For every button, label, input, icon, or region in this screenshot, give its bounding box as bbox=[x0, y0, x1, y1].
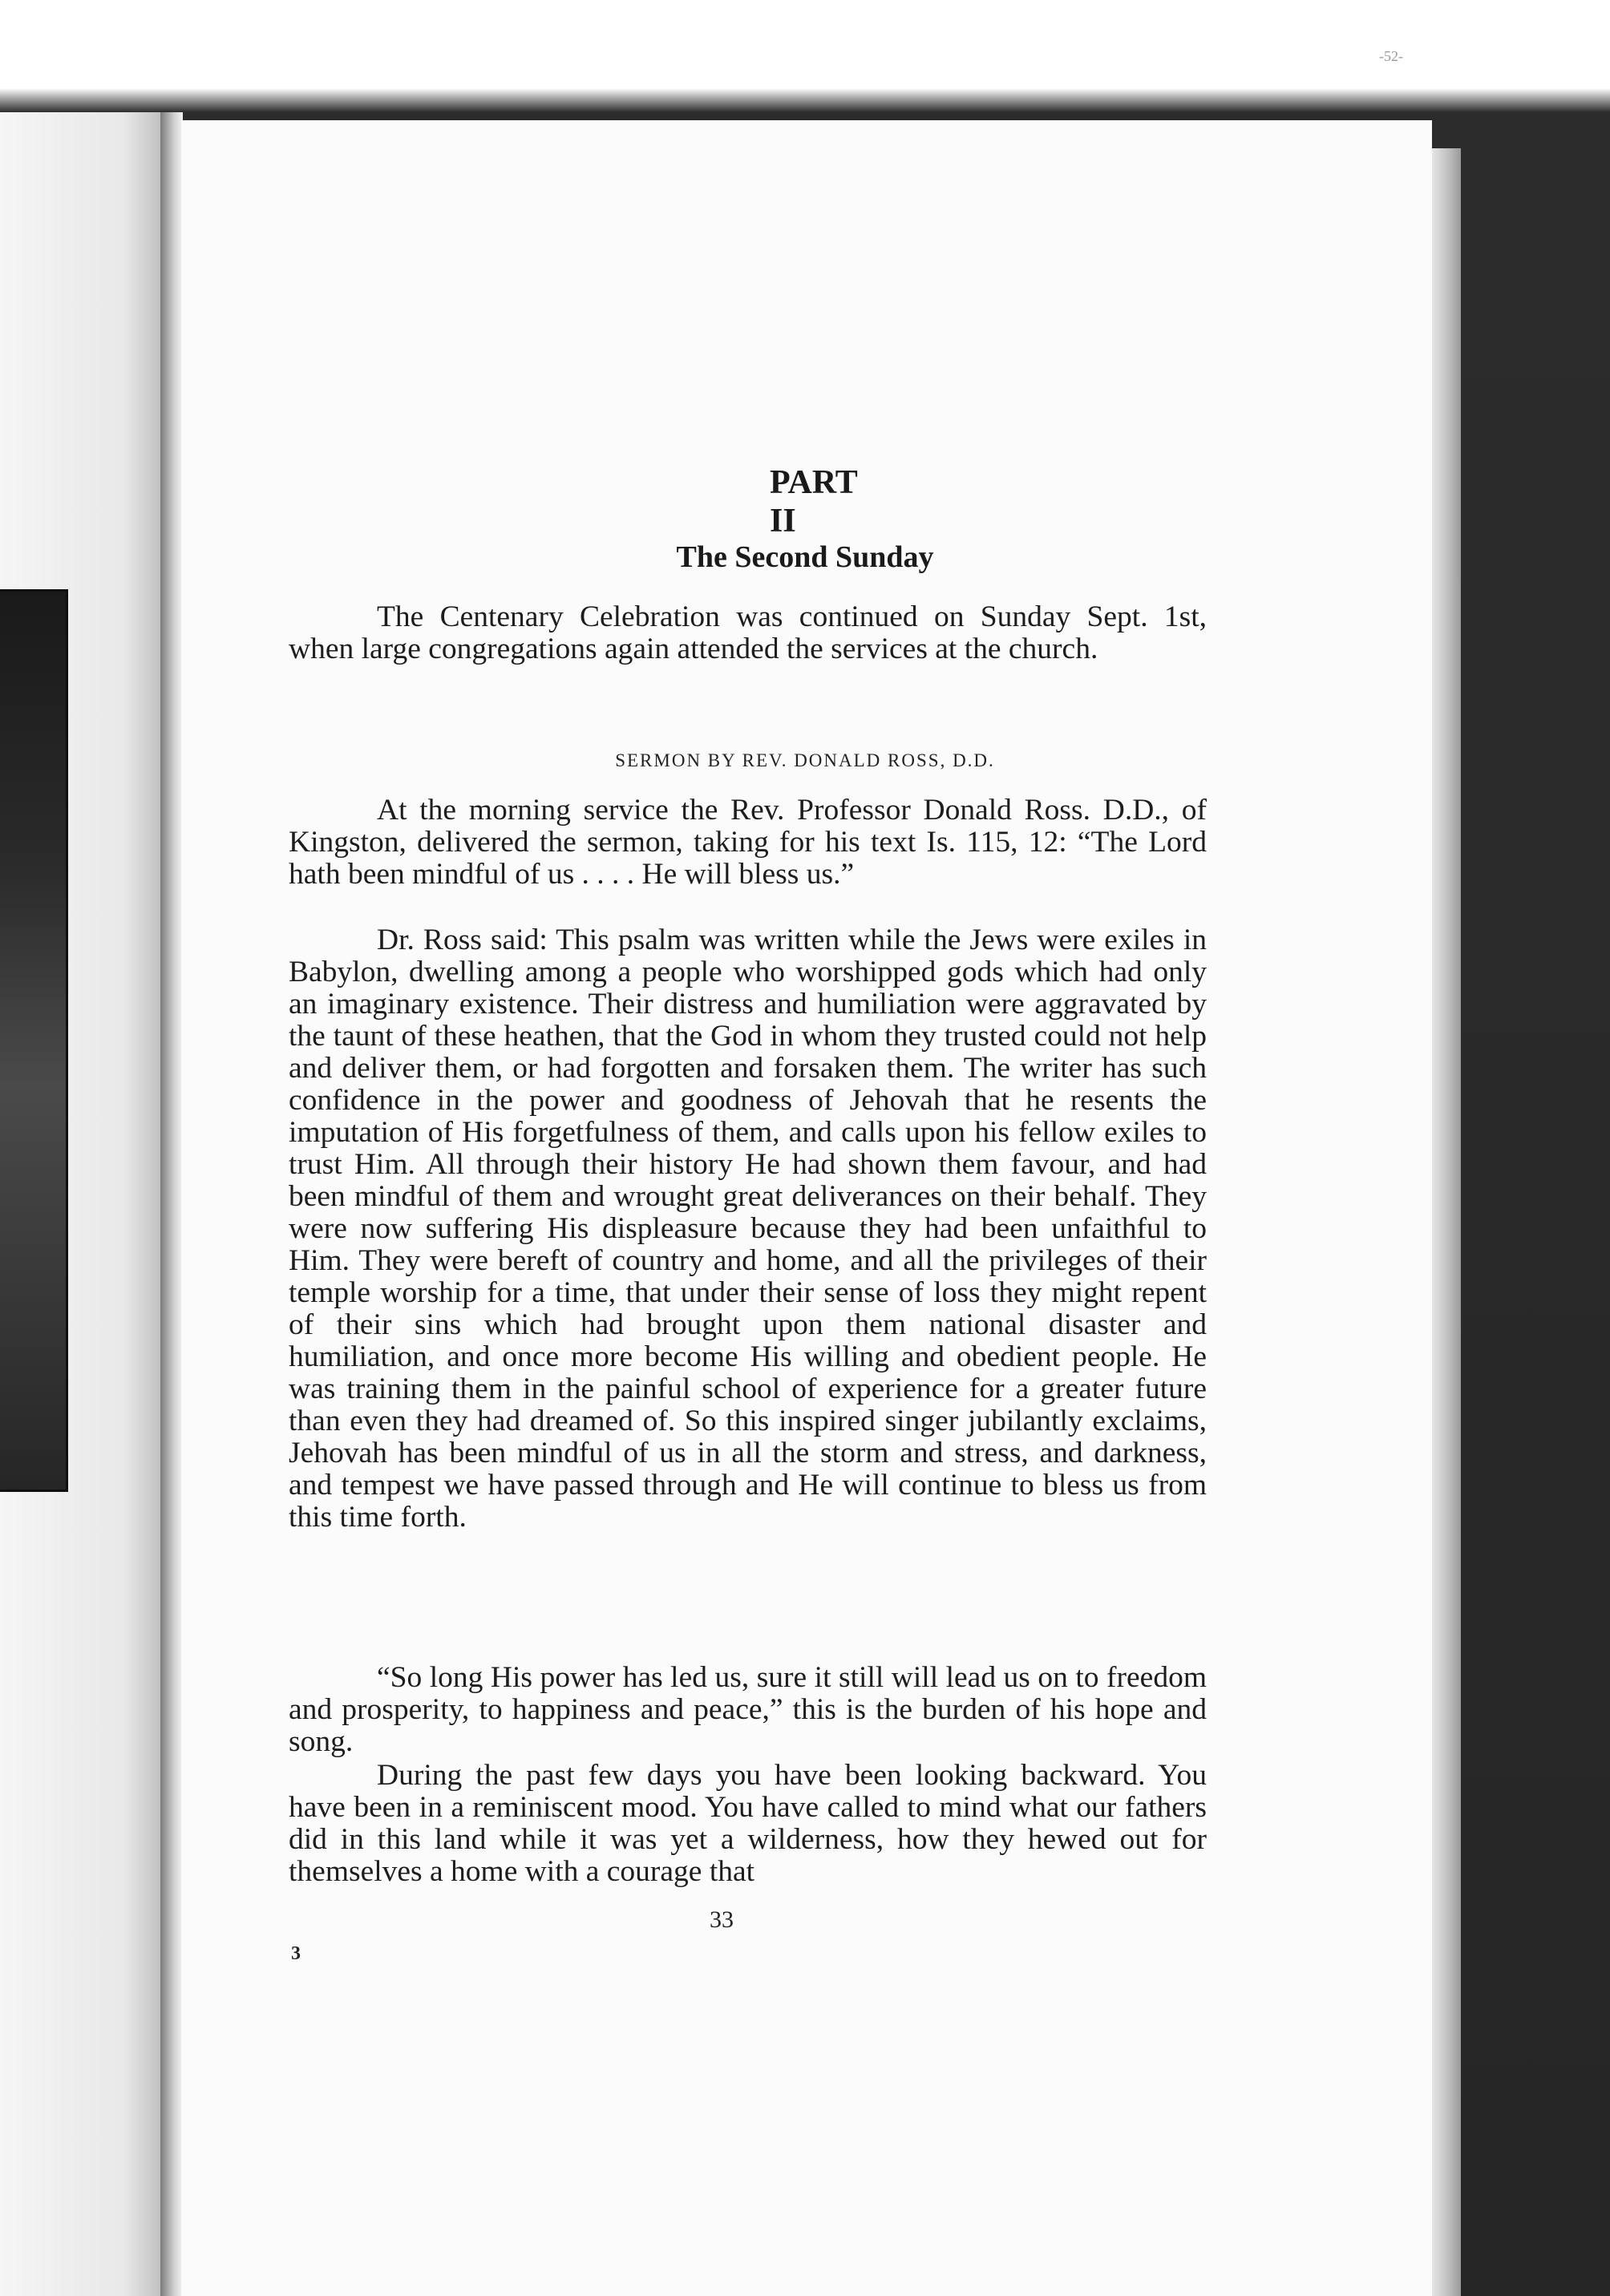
body-paragraph: During the past few days you have been looking backward. You have been in a reminiscent mood. You have called to mind what our fathers did in this land while it was yet a wilderness, how they hewed out for themselves a home with a courage that bbox=[289, 1759, 1207, 1888]
facing-page-photograph bbox=[0, 589, 68, 1492]
sermon-heading: SERMON BY REV. DONALD ROSS, D.D. bbox=[615, 750, 995, 770]
body-paragraph: “So long His power has led us, sure it still will lead us on to freedom and prosperity, to happiness and peace,” this is the burden of his hope and song. bbox=[289, 1661, 1207, 1758]
section-title: The Second Sunday bbox=[676, 540, 934, 574]
body-paragraph: Dr. Ross said: This psalm was written while the Jews were exiles in Babylon, dwelling among a people who worshipped gods which had only an imaginary existence. Their distress and humiliation were aggravated by the taunt of these heathen, that the God in whom they trusted could not help and deliver them, or had forgotten and forsaken them. The writer has such confidence in the power and goodness of Jehovah that he resents the imputation of His forgetfulness of them, and calls upon his fellow exiles to trust Him. All through their history He had shown them favour, and had been mindful of them and wrought great deliverances on their behalf. They were now suffering His displeasure because they had been unfaithful to Him. They were bereft of country and home, and all the privileges of their temple worship for a time, that under their sense of loss they might repent of their sins which had brought upon them national disaster and humiliation, and once more become His willing and obedient people. He was training them in the painful school of experience for a greater future than even they had dreamed of. So this inspired singer jubilantly exclaims, Jehovah has been mindful of us in all the storm and stress, and darkness, and tempest we have passed through and He will continue to bless us from this time forth. bbox=[289, 924, 1207, 1534]
intro-paragraph: The Centenary Celebration was continued on Sunday Sept. 1st, when large congregations again attended the services at the church. bbox=[289, 600, 1207, 665]
page-number: 33 bbox=[710, 1906, 734, 1933]
part-title: PART II bbox=[770, 464, 858, 540]
signature-mark: 3 bbox=[291, 1943, 301, 1964]
book-gutter bbox=[160, 112, 183, 2296]
page-edge-shadow bbox=[1432, 148, 1461, 2296]
corner-mark: -52- bbox=[1379, 48, 1403, 64]
body-paragraph: At the morning service the Rev. Professor Donald Ross. D.D., of Kingston, delivered the sermon, taking for his text Is. 115, 12: “The Lord hath been mindful of us . . . . He will bless us.” bbox=[289, 794, 1207, 891]
